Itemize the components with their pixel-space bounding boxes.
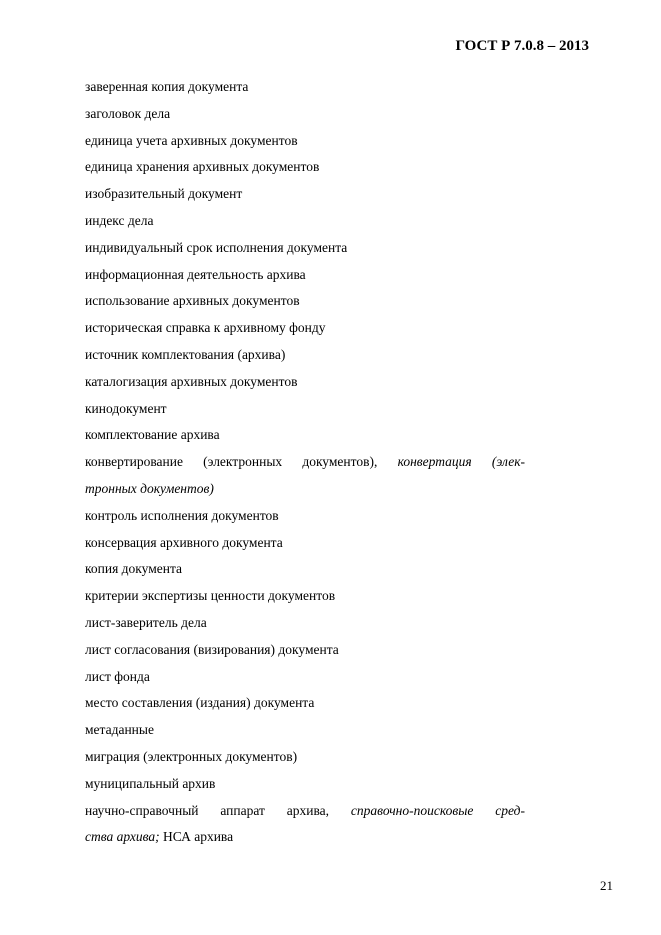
term-line bbox=[85, 530, 525, 557]
term-line bbox=[85, 208, 525, 235]
term-line bbox=[85, 154, 525, 181]
term-text: лист-заверитель дела bbox=[85, 614, 207, 630]
term-line bbox=[85, 798, 525, 825]
term-text: копия документа bbox=[85, 561, 183, 577]
term-text: лист согласования (визирования) документа bbox=[85, 641, 339, 657]
term-line bbox=[85, 503, 525, 530]
term-line bbox=[85, 396, 525, 423]
term-text: использование архивных документов bbox=[85, 293, 300, 309]
term-line bbox=[85, 690, 525, 717]
term-text: конвертирование (электронных документов), bbox=[85, 454, 398, 470]
term-line bbox=[85, 744, 525, 771]
term-line bbox=[85, 181, 525, 208]
term-text: источник комплектования (архива) bbox=[85, 346, 286, 362]
term-line bbox=[85, 449, 525, 476]
term-line bbox=[85, 824, 525, 851]
term-line bbox=[85, 101, 525, 128]
term-line bbox=[85, 422, 525, 449]
page-number: 21 bbox=[600, 878, 613, 893]
term-line bbox=[85, 556, 525, 583]
term-text: изобразительный документ bbox=[85, 186, 243, 202]
term-text: каталогизация архивных документов bbox=[85, 373, 298, 389]
term-text: контроль исполнения документов bbox=[85, 507, 279, 523]
term-text: лист фонда bbox=[85, 668, 150, 684]
term-line bbox=[85, 262, 525, 289]
term-line bbox=[85, 74, 525, 101]
term-line bbox=[85, 610, 525, 637]
term-line bbox=[85, 637, 525, 664]
term-text: научно-справочный аппарат архива, bbox=[85, 802, 351, 818]
term-text: единица учета архивных документов bbox=[85, 132, 298, 148]
term-text: заголовок дела bbox=[85, 105, 171, 121]
term-text: миграция (электронных документов) bbox=[85, 748, 298, 764]
term-line bbox=[85, 342, 525, 369]
term-line bbox=[85, 369, 525, 396]
term-text: индекс дела bbox=[85, 212, 154, 228]
term-text: единица хранения архивных документов bbox=[85, 159, 320, 175]
term-text: кинодокумент bbox=[85, 400, 167, 416]
term-text: критерии экспертизы ценности документов bbox=[85, 588, 336, 604]
term-text: заверенная копия документа bbox=[85, 79, 249, 94]
term-line bbox=[85, 476, 525, 503]
term-line bbox=[85, 583, 525, 610]
term-text: историческая справка к архивному фонду bbox=[85, 320, 326, 336]
term-line bbox=[85, 717, 525, 744]
term-text: индивидуальный срок исполнения документа bbox=[85, 239, 348, 255]
term-text: НСА архива bbox=[159, 829, 234, 845]
term-text: муниципальный архив bbox=[85, 775, 216, 791]
term-text: место составления (издания) документа bbox=[85, 695, 315, 711]
synonym-text: тронных документов) bbox=[85, 480, 214, 496]
term-line bbox=[85, 128, 525, 155]
term-line bbox=[85, 315, 525, 342]
synonym-text: конвертация (элек- bbox=[397, 454, 525, 470]
term-text: комплектование архива bbox=[85, 427, 220, 443]
term-text: информационная деятельность архива bbox=[85, 266, 306, 282]
document-header: ГОСТ Р 7.0.8 – 2013 bbox=[455, 38, 589, 54]
term-text: метаданные bbox=[85, 722, 154, 738]
term-text: консервация архивного документа bbox=[85, 534, 283, 550]
synonym-text: справочно-поисковые сред- bbox=[350, 802, 526, 818]
synonym-text: ства архива; bbox=[85, 829, 160, 845]
term-line bbox=[85, 235, 525, 262]
term-line bbox=[85, 664, 525, 691]
term-line bbox=[85, 288, 525, 315]
term-line bbox=[85, 771, 525, 798]
term-index-list bbox=[85, 74, 525, 851]
